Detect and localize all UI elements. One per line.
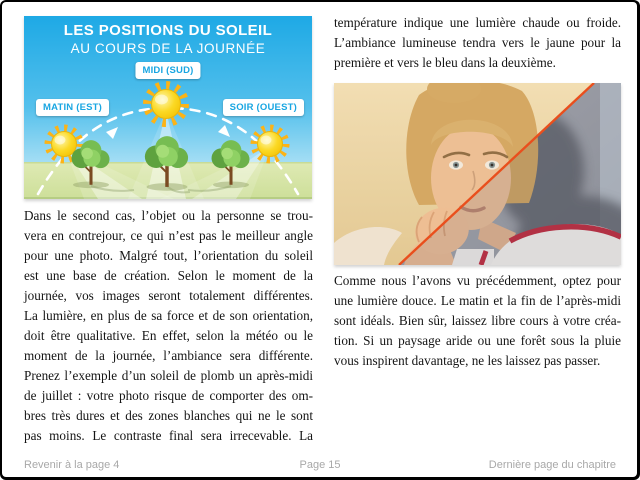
portrait-photo xyxy=(334,83,621,265)
text-line: vous inspirent davantage, ne les laissez pas passer. xyxy=(334,353,601,368)
text-line: doit être qualitative. En effet, selon la météo ou le xyxy=(24,328,313,343)
text-line: L’ambiance lumineuse tendra vers le jaune pour la xyxy=(334,35,621,50)
portrait-illustration xyxy=(334,83,621,265)
text-line: Dans le second cas, l’objet ou la personne se trou- xyxy=(24,208,313,223)
text-line: première et vers le bleu dans la deuxième. xyxy=(334,55,556,70)
body-paragraph-right-bottom xyxy=(334,271,621,371)
label-evening: SOIR (OUEST) xyxy=(223,99,304,116)
text-line: journée, vos images seront totalement différentes. xyxy=(24,288,313,303)
text-line: est une base de création. Selon le moment de la xyxy=(24,268,313,283)
text-line: pour une photo. Malgré tout, l’orientation du soleil xyxy=(24,248,313,263)
footer-page-number: Page 15 xyxy=(299,459,341,471)
book-page xyxy=(2,2,637,477)
label-midday: MIDI (SUD) xyxy=(135,62,200,79)
footer-chapter-status: Dernière page du chapitre xyxy=(488,459,616,471)
reader-footer xyxy=(24,459,616,471)
text-line: une lumière douce. Le matin et la fin de l’après-midi xyxy=(334,293,621,308)
text-line: température indique une lumière chaude ou froide. xyxy=(334,15,621,30)
text-line: vera en contrejour, ce qui n’est pas le meilleur angle xyxy=(24,228,313,243)
footer-back-link[interactable]: Revenir à la page 4 xyxy=(24,459,120,471)
text-line: de juillet : votre photo risque de comporter des om- xyxy=(24,388,313,403)
text-line: tion. Si un paysage aride ou une forêt sous la pluie xyxy=(334,333,621,348)
body-paragraph-right-top xyxy=(334,13,621,73)
text-line: Prenez l’exemple d’un soleil de plomb un après-midi xyxy=(24,368,313,383)
text-line: La lumière, en plus de sa force et de son orientation, xyxy=(24,308,313,323)
text-line: sont idéals. Bien sûr, laissez libre cours à votre créa- xyxy=(334,313,621,328)
text-line: bres très dures et des zones blanches qui ne le sont xyxy=(24,408,313,423)
sun-positions-infographic xyxy=(24,16,312,199)
infographic-title xyxy=(24,23,312,56)
text-line: pas moins. Le contraste final sera irrecevable. La xyxy=(24,428,313,443)
infographic-title-line2: AU COURS DE LA JOURNÉE xyxy=(70,40,266,56)
text-line: Comme nous l’avons vu précédemment, optez pour xyxy=(334,273,621,288)
body-paragraph-left xyxy=(24,206,313,446)
label-morning: MATIN (EST) xyxy=(36,99,109,116)
text-line: moment de la journée, l’ambiance sera différente. xyxy=(24,348,313,363)
infographic-title-line1: LES POSITIONS DU SOLEIL xyxy=(63,22,273,39)
